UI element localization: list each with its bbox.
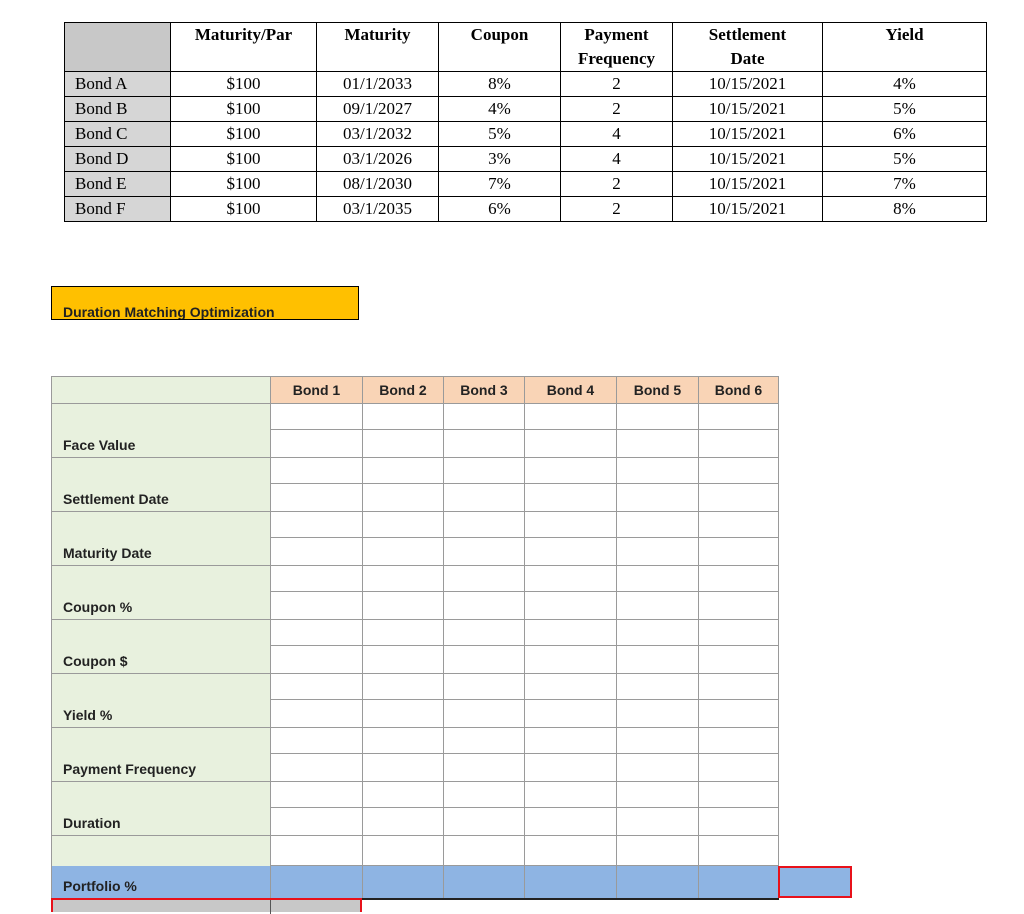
portfolio-total-cell[interactable] bbox=[778, 866, 852, 898]
grid-spacer-row bbox=[52, 566, 779, 592]
settlement-cell[interactable]: 10/15/2021 bbox=[673, 122, 823, 147]
input-cell[interactable] bbox=[699, 566, 779, 592]
grid-label-row bbox=[52, 430, 779, 458]
input-cell[interactable] bbox=[525, 512, 617, 538]
grid-label-row bbox=[52, 538, 779, 566]
input-cell[interactable] bbox=[617, 538, 699, 566]
grid-label-row bbox=[52, 866, 779, 899]
bond-header-cell[interactable]: Bond 4 bbox=[525, 377, 617, 404]
input-cell[interactable] bbox=[699, 728, 779, 754]
par-cell[interactable]: $100 bbox=[171, 197, 317, 222]
bond-table-header-row bbox=[65, 23, 987, 72]
input-cell[interactable] bbox=[363, 728, 444, 754]
row-label-cell[interactable]: Yield % bbox=[52, 700, 271, 728]
input-cell[interactable] bbox=[617, 674, 699, 700]
input-cell[interactable] bbox=[525, 458, 617, 484]
coupon-cell[interactable]: 3% bbox=[439, 147, 561, 172]
maturity-cell[interactable]: 03/1/2026 bbox=[317, 147, 439, 172]
input-cell[interactable] bbox=[271, 404, 363, 430]
bond-header-cell[interactable]: Bond 5 bbox=[617, 377, 699, 404]
frequency-cell[interactable]: 2 bbox=[561, 172, 673, 197]
input-cell[interactable] bbox=[699, 430, 779, 458]
coupon-cell[interactable]: 8% bbox=[439, 72, 561, 97]
bond-name-cell[interactable]: Bond B bbox=[65, 97, 171, 122]
row-label-cell[interactable]: Settlement Date bbox=[52, 484, 271, 512]
maturity-cell[interactable]: 03/1/2032 bbox=[317, 122, 439, 147]
input-cell[interactable] bbox=[525, 728, 617, 754]
row-label-cell[interactable]: Maturity Date bbox=[52, 538, 271, 566]
input-cell[interactable] bbox=[271, 728, 363, 754]
par-cell[interactable]: $100 bbox=[171, 122, 317, 147]
frequency-cell[interactable]: 2 bbox=[561, 97, 673, 122]
bond-name-cell[interactable]: Bond D bbox=[65, 147, 171, 172]
row-label-cell[interactable]: Face Value bbox=[52, 430, 271, 458]
yield-cell[interactable]: 4% bbox=[823, 72, 987, 97]
input-cell[interactable] bbox=[617, 782, 699, 808]
input-cell[interactable] bbox=[617, 566, 699, 592]
input-cell[interactable] bbox=[271, 430, 363, 458]
input-cell[interactable] bbox=[617, 700, 699, 728]
input-cell[interactable] bbox=[271, 566, 363, 592]
input-cell[interactable] bbox=[525, 866, 617, 899]
yield-cell[interactable]: 8% bbox=[823, 197, 987, 222]
grid-label-row bbox=[52, 646, 779, 674]
input-cell[interactable] bbox=[271, 782, 363, 808]
bond-row bbox=[65, 97, 987, 122]
input-cell[interactable] bbox=[699, 512, 779, 538]
grid-spacer-row bbox=[52, 782, 779, 808]
grid-corner-cell[interactable] bbox=[52, 377, 271, 404]
input-cell[interactable] bbox=[525, 700, 617, 728]
input-cell[interactable] bbox=[699, 782, 779, 808]
input-cell[interactable] bbox=[525, 566, 617, 592]
header-yield: Yield bbox=[823, 23, 987, 72]
input-cell[interactable] bbox=[525, 808, 617, 836]
settlement-cell[interactable]: 10/15/2021 bbox=[673, 147, 823, 172]
input-cell[interactable] bbox=[699, 620, 779, 646]
input-cell[interactable] bbox=[444, 754, 525, 782]
input-cell[interactable] bbox=[444, 592, 525, 620]
input-cell[interactable] bbox=[699, 404, 779, 430]
input-cell[interactable] bbox=[363, 782, 444, 808]
input-cell[interactable] bbox=[444, 646, 525, 674]
row-label-cell[interactable]: Coupon $ bbox=[52, 646, 271, 674]
row-label-spacer[interactable] bbox=[52, 512, 271, 538]
input-cell[interactable] bbox=[617, 404, 699, 430]
input-cell[interactable] bbox=[444, 538, 525, 566]
yield-cell[interactable]: 6% bbox=[823, 122, 987, 147]
input-cell[interactable] bbox=[271, 620, 363, 646]
row-label-cell[interactable]: Duration bbox=[52, 808, 271, 836]
grid-spacer-row bbox=[52, 836, 779, 866]
grid-label-row bbox=[52, 484, 779, 512]
input-cell[interactable] bbox=[363, 566, 444, 592]
row-label-spacer[interactable] bbox=[52, 404, 271, 430]
settlement-cell[interactable]: 10/15/2021 bbox=[673, 197, 823, 222]
bond-table-corner-cell bbox=[65, 23, 171, 72]
input-cell[interactable] bbox=[525, 836, 617, 866]
optimization-grid bbox=[51, 376, 779, 900]
strip-divider bbox=[270, 900, 271, 914]
frequency-cell[interactable]: 4 bbox=[561, 122, 673, 147]
bond-header-cell[interactable]: Bond 1 bbox=[271, 377, 363, 404]
input-cell[interactable] bbox=[363, 866, 444, 899]
input-cell[interactable] bbox=[271, 674, 363, 700]
bond-row bbox=[65, 72, 987, 97]
grid-spacer-row bbox=[52, 620, 779, 646]
input-cell[interactable] bbox=[363, 700, 444, 728]
frequency-cell[interactable]: 2 bbox=[561, 72, 673, 97]
maturity-cell[interactable]: 09/1/2027 bbox=[317, 97, 439, 122]
input-cell[interactable] bbox=[617, 620, 699, 646]
coupon-cell[interactable]: 6% bbox=[439, 197, 561, 222]
grid-spacer-row bbox=[52, 674, 779, 700]
par-cell[interactable]: $100 bbox=[171, 172, 317, 197]
input-cell[interactable] bbox=[271, 754, 363, 782]
coupon-cell[interactable]: 7% bbox=[439, 172, 561, 197]
input-cell[interactable] bbox=[444, 866, 525, 899]
bond-name-cell[interactable]: Bond A bbox=[65, 72, 171, 97]
input-cell[interactable] bbox=[699, 538, 779, 566]
input-cell[interactable] bbox=[363, 674, 444, 700]
input-cell[interactable] bbox=[363, 484, 444, 512]
input-cell[interactable] bbox=[271, 538, 363, 566]
input-cell[interactable] bbox=[617, 646, 699, 674]
par-cell[interactable]: $100 bbox=[171, 147, 317, 172]
row-label-spacer[interactable] bbox=[52, 620, 271, 646]
input-cell[interactable] bbox=[617, 866, 699, 899]
row-label-cell[interactable]: Payment Frequency bbox=[52, 754, 271, 782]
input-cell[interactable] bbox=[444, 782, 525, 808]
bond-header-cell[interactable]: Bond 2 bbox=[363, 377, 444, 404]
input-cell[interactable] bbox=[617, 512, 699, 538]
input-cell[interactable] bbox=[525, 592, 617, 620]
row-label-spacer[interactable] bbox=[52, 566, 271, 592]
input-cell[interactable] bbox=[363, 430, 444, 458]
section-title: Duration Matching Optimization bbox=[63, 304, 275, 320]
input-cell[interactable] bbox=[699, 484, 779, 512]
input-cell[interactable] bbox=[363, 808, 444, 836]
input-cell[interactable] bbox=[525, 674, 617, 700]
input-cell[interactable] bbox=[617, 430, 699, 458]
input-cell[interactable] bbox=[271, 700, 363, 728]
input-cell[interactable] bbox=[271, 646, 363, 674]
frequency-cell[interactable]: 2 bbox=[561, 197, 673, 222]
row-label-spacer[interactable] bbox=[52, 728, 271, 754]
coupon-cell[interactable]: 4% bbox=[439, 97, 561, 122]
header-settlement-date: Settlement Date bbox=[673, 23, 823, 72]
input-cell[interactable] bbox=[617, 592, 699, 620]
input-cell[interactable] bbox=[699, 646, 779, 674]
settlement-cell[interactable]: 10/15/2021 bbox=[673, 172, 823, 197]
input-cell[interactable] bbox=[363, 592, 444, 620]
header-coupon: Coupon bbox=[439, 23, 561, 72]
row-label-cell[interactable]: Coupon % bbox=[52, 592, 271, 620]
input-cell[interactable] bbox=[617, 836, 699, 866]
header-payment-frequency: Payment Frequency bbox=[561, 23, 673, 72]
settlement-cell[interactable]: 10/15/2021 bbox=[673, 72, 823, 97]
input-cell[interactable] bbox=[363, 646, 444, 674]
input-cell[interactable] bbox=[525, 404, 617, 430]
input-cell[interactable] bbox=[525, 782, 617, 808]
input-cell[interactable] bbox=[444, 566, 525, 592]
input-cell[interactable] bbox=[525, 430, 617, 458]
grid-spacer-row bbox=[52, 512, 779, 538]
input-cell[interactable] bbox=[363, 538, 444, 566]
input-cell[interactable] bbox=[699, 754, 779, 782]
bond-header-cell[interactable]: Bond 6 bbox=[699, 377, 779, 404]
input-cell[interactable] bbox=[363, 512, 444, 538]
maturity-cell[interactable]: 08/1/2030 bbox=[317, 172, 439, 197]
input-cell[interactable] bbox=[617, 484, 699, 512]
grid-spacer-row bbox=[52, 728, 779, 754]
row-label-spacer[interactable] bbox=[52, 782, 271, 808]
input-cell[interactable] bbox=[363, 754, 444, 782]
input-cell[interactable] bbox=[444, 674, 525, 700]
row-label-spacer[interactable] bbox=[52, 836, 271, 866]
bond-row bbox=[65, 172, 987, 197]
input-cell[interactable] bbox=[525, 754, 617, 782]
bond-header-row bbox=[52, 377, 779, 404]
input-cell[interactable] bbox=[444, 512, 525, 538]
maturity-cell[interactable]: 01/1/2033 bbox=[317, 72, 439, 97]
input-cell[interactable] bbox=[699, 592, 779, 620]
yield-cell[interactable]: 5% bbox=[823, 147, 987, 172]
coupon-cell[interactable]: 5% bbox=[439, 122, 561, 147]
input-cell[interactable] bbox=[271, 512, 363, 538]
input-cell[interactable] bbox=[363, 620, 444, 646]
input-cell[interactable] bbox=[444, 404, 525, 430]
frequency-cell[interactable]: 4 bbox=[561, 147, 673, 172]
input-cell[interactable] bbox=[617, 458, 699, 484]
row-label-spacer[interactable] bbox=[52, 674, 271, 700]
input-cell[interactable] bbox=[525, 484, 617, 512]
bond-name-cell[interactable]: Bond C bbox=[65, 122, 171, 147]
bond-name-cell[interactable]: Bond F bbox=[65, 197, 171, 222]
input-cell[interactable] bbox=[444, 620, 525, 646]
input-cell[interactable] bbox=[271, 458, 363, 484]
input-cell[interactable] bbox=[699, 836, 779, 866]
input-cell[interactable] bbox=[525, 538, 617, 566]
input-cell[interactable] bbox=[699, 808, 779, 836]
grid-label-row bbox=[52, 808, 779, 836]
input-cell[interactable] bbox=[617, 728, 699, 754]
par-cell[interactable]: $100 bbox=[171, 97, 317, 122]
grid-spacer-row bbox=[52, 458, 779, 484]
input-cell[interactable] bbox=[699, 458, 779, 484]
input-cell[interactable] bbox=[363, 458, 444, 484]
header-maturity: Maturity bbox=[317, 23, 439, 72]
bond-header-cell[interactable]: Bond 3 bbox=[444, 377, 525, 404]
input-cell[interactable] bbox=[525, 620, 617, 646]
bond-name-cell[interactable]: Bond E bbox=[65, 172, 171, 197]
input-cell[interactable] bbox=[271, 484, 363, 512]
input-cell[interactable] bbox=[444, 808, 525, 836]
row-label-spacer[interactable] bbox=[52, 458, 271, 484]
input-cell[interactable] bbox=[363, 404, 444, 430]
input-cell[interactable] bbox=[444, 430, 525, 458]
input-cell[interactable] bbox=[444, 458, 525, 484]
input-cell[interactable] bbox=[699, 700, 779, 728]
input-cell[interactable] bbox=[444, 836, 525, 866]
bond-row bbox=[65, 147, 987, 172]
header-maturity-par: Maturity/Par bbox=[171, 23, 317, 72]
input-cell[interactable] bbox=[444, 700, 525, 728]
bond-reference-table bbox=[64, 22, 987, 222]
grid-label-row bbox=[52, 754, 779, 782]
input-cell[interactable] bbox=[617, 808, 699, 836]
input-cell[interactable] bbox=[444, 484, 525, 512]
grid-label-row bbox=[52, 592, 779, 620]
bond-row bbox=[65, 122, 987, 147]
maturity-cell[interactable]: 03/1/2035 bbox=[317, 197, 439, 222]
input-cell[interactable] bbox=[617, 754, 699, 782]
input-cell[interactable] bbox=[525, 646, 617, 674]
grid-spacer-row bbox=[52, 404, 779, 430]
input-cell[interactable] bbox=[699, 674, 779, 700]
grid-label-row bbox=[52, 700, 779, 728]
row-label-cell[interactable]: Portfolio % bbox=[52, 866, 271, 899]
yield-cell[interactable]: 7% bbox=[823, 172, 987, 197]
par-cell[interactable]: $100 bbox=[171, 72, 317, 97]
section-title-banner[interactable] bbox=[51, 286, 359, 320]
input-cell[interactable] bbox=[699, 866, 779, 899]
input-cell[interactable] bbox=[444, 728, 525, 754]
bond-row bbox=[65, 197, 987, 222]
input-cell[interactable] bbox=[271, 592, 363, 620]
settlement-cell[interactable]: 10/15/2021 bbox=[673, 97, 823, 122]
input-cell[interactable] bbox=[363, 836, 444, 866]
input-cell[interactable] bbox=[271, 808, 363, 836]
yield-cell[interactable]: 5% bbox=[823, 97, 987, 122]
input-cell[interactable] bbox=[271, 836, 363, 866]
input-cell[interactable] bbox=[271, 866, 363, 899]
